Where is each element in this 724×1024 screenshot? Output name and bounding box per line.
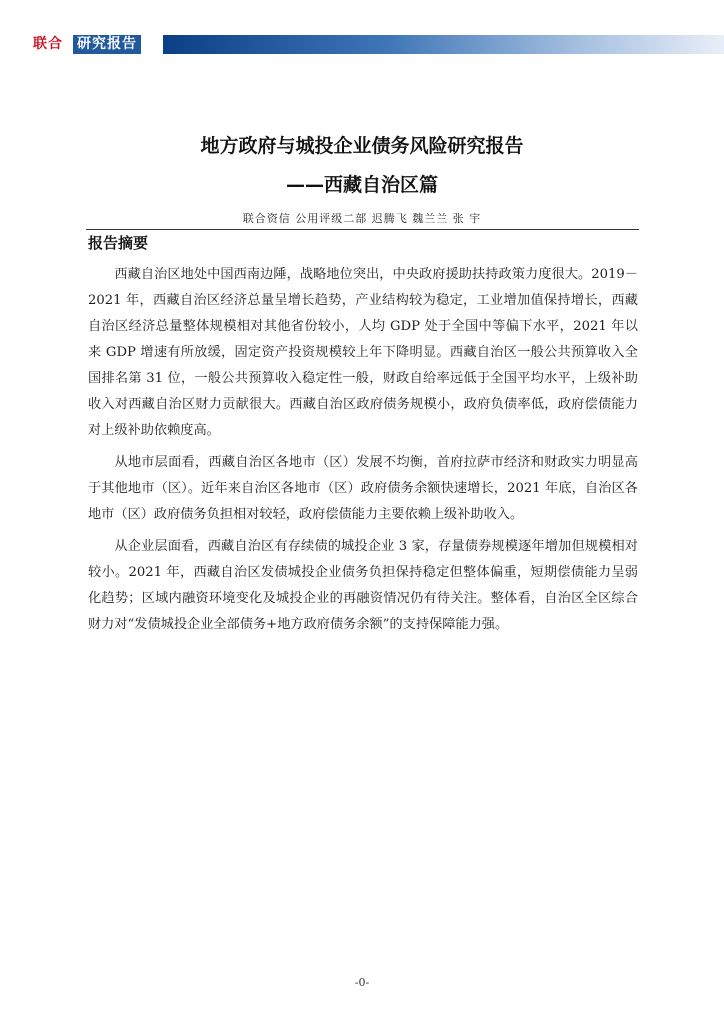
summary-paragraph: 从企业层面看，西藏自治区有存续债的城投企业 3 家，存量债券规模逐年增加但规模相对较小。2021 年，西藏自治区发债城投企业债务负担保持稳定但整体偏重，短期偿债能力呈弱化趋势；区域内融资环境变化及城投企业的再融资情况仍有待关注。整体看，自治区全区综合财力对“发债城投企业全部债务+地方政府债务余额”的支持保障能力强。 [88,539,638,632]
page-number: -0- [354,976,370,989]
summary-paragraph: 西藏自治区地处中国西南边陲，战略地位突出，中央政府援助扶持政策力度很大。2019－2021 年，西藏自治区经济总量呈增长趋势，产业结构较为稳定，工业增加值保持增长，西藏自治区经济总量整体规模相对其他省份较小，人均 GDP 处于全国中等偏下水平，2021 年以来 GDP 增速有所放缓，固定资产投资规模较上年下降明显。西藏自治区一般公共预算收入全国排名第 31 位，一般公共预算收入稳定性一般，财政自给率远低于全国平均水平，上级补助收入对西藏自治区财力贡献很大。西藏自治区政府债务规模小，政府负债率低，政府偿债能力对上级补助依赖度高。 [88,267,638,438]
title-divider [86,229,639,230]
authors-line: 联合资信 公用评级二部 迟腾飞 魏兰兰 张 宇 [242,212,482,225]
brand-name-red: 联合 [33,36,63,52]
report-header-bar [33,34,724,55]
document-title: 地方政府与城投企业债务风险研究报告 [200,135,524,157]
header-gradient-band [163,35,724,54]
summary-paragraph: 从地市层面看，西藏自治区各地市（区）发展不均衡，首府拉萨市经济和财政实力明显高于其他地市（区）。近年来自治区各地市（区）政府债务余额快速增长，2021 年底，自治区各地市（区）政府债务负担相对较轻，政府偿债能力主要依赖上级补助收入。 [88,455,638,522]
document-subtitle: ——西藏自治区篇 [285,174,438,196]
summary-body [88,262,638,644]
section-heading: 报告摘要 [88,234,149,252]
brand-report-label: 研究报告 [73,35,141,54]
